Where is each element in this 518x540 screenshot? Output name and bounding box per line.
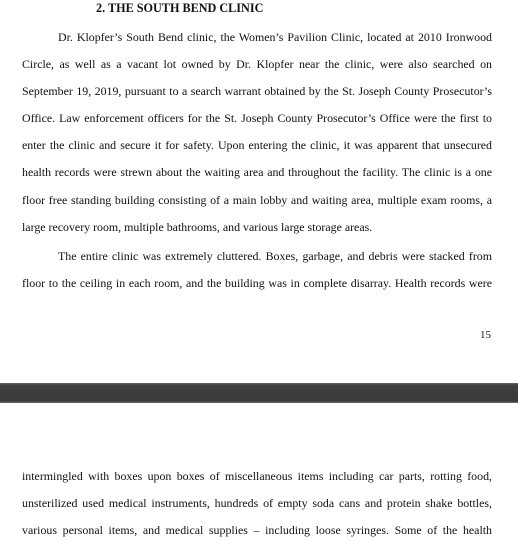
page-number: 15 — [480, 329, 491, 341]
paragraph-line: Circle, as well as a vacant lot owned by Dr. Klopfer near the clinic, were also searched on — [22, 57, 492, 71]
paragraph-line: floor to the ceiling in each room, and the building was in complete disarray. Health records were — [22, 276, 492, 290]
section-heading: 2. THE SOUTH BEND CLINIC — [96, 1, 264, 15]
page-separator — [0, 383, 518, 403]
paragraph-line: health records were strewn about the waiting area and throughout the facility. The clinic is a one — [22, 165, 492, 179]
document-page-16 — [0, 403, 518, 540]
paragraph-line: intermingled with boxes upon boxes of miscellaneous items including car parts, rotting food, — [22, 469, 492, 483]
paragraph-line: Office. Law enforcement officers for the St. Joseph County Prosecutor’s Office were the first to — [22, 111, 492, 125]
paragraph-line: various personal items, and medical supplies – including loose syringes. Some of the health — [22, 523, 492, 537]
paragraph-line: Dr. Klopfer’s South Bend clinic, the Women’s Pavilion Clinic, located at 2010 Ironwood — [58, 30, 492, 44]
paragraph-line: unsterilized used medical instruments, hundreds of empty soda cans and protein shake bottles, — [22, 496, 492, 510]
paragraph-line: enter the clinic and secure it for safety. Upon entering the clinic, it was apparent that unsecured — [22, 138, 492, 152]
paragraph-line: The entire clinic was extremely cluttered. Boxes, garbage, and debris were stacked from — [58, 249, 492, 263]
paragraph-line: large recovery room, multiple bathrooms, and various large storage areas. — [22, 220, 373, 234]
paragraph-line: floor free standing building consisting of a main lobby and waiting area, multiple exam rooms, a — [22, 193, 492, 207]
paragraph-line: September 19, 2019, pursuant to a search warrant obtained by the St. Joseph County Prosecutor’s — [22, 84, 492, 98]
